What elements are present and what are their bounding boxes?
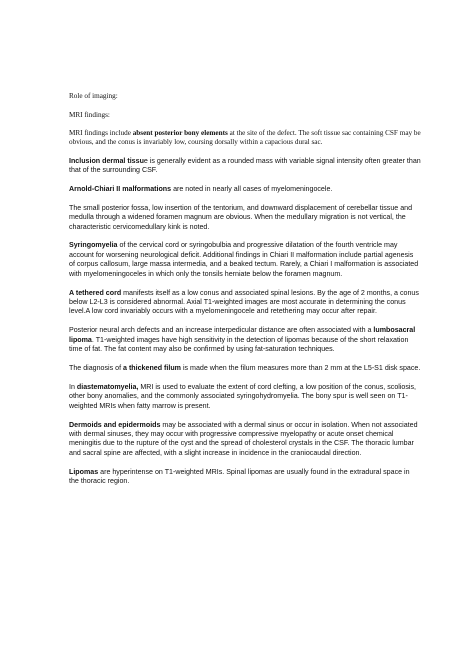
document-body <box>69 92 421 496</box>
paragraph-bold-term: diastematomyelia, <box>76 382 139 391</box>
paragraph-lead: The diagnosis of <box>69 364 124 372</box>
paragraph-text: is made when the filum measures more than 2 mm at the L5-S1 disk space. <box>180 364 421 372</box>
paragraph-text: e is generally evident as a rounded mass with variable signal intensity often greater than that of the surrounding CSF. <box>69 156 421 174</box>
paragraph-bold-term: Syringomyelia <box>69 241 118 250</box>
paragraph-tethered-cord <box>69 289 421 317</box>
paragraph-bold-term: absent posterior bony elements <box>132 129 228 137</box>
paragraph-bold-term: Dermoids and epidermoids <box>69 420 161 429</box>
paragraph-bold-term: Lipomas <box>69 467 99 476</box>
paragraph-bold-term: lumbosacral lipoma <box>69 326 416 344</box>
paragraph-mri-findings <box>69 129 421 147</box>
paragraph-text: are hyperintense on T1-weighted MRIs. Spinal lipomas are usually found in the extradural space in the thoracic region. <box>69 467 410 486</box>
paragraph-text: manifests itself as a low conus and associated spinal lesions. By the age of 2 months, a conus below L2-L3 is considered abnormal. Axial T1-weighted images are most accurate in determining the conus level.A low cord invariably occurs with a myelomeningocele and retethering may occur after repair. <box>69 288 419 316</box>
paragraph-posterior-fossa <box>69 204 421 232</box>
paragraph-thickened-filum <box>69 364 421 373</box>
paragraph-inclusion-dermal <box>69 157 421 176</box>
paragraph-bold-term: Arnold-Chiari II malformations <box>69 184 172 193</box>
paragraph-text: at the site of the defect. The soft tissue sac containing CSF may be obvious, and the conus is invariably low, coursing dorsally within a capacious dural sac. <box>69 129 421 146</box>
paragraph-text: of the cervical cord or syringobulbia and progressive dilatation of the fourth ventricle may account for worsening neurological deficit. Additional findings in Chiari II malformation include partial agenesis of corpus callosum, large massa intermedia, and a beaked tectum. Rarely, a Chiari I malformation is associated with myelomeningoceles in which only the tonsils herniate below the foramen magnum. <box>69 241 419 278</box>
paragraph-syringomyelia <box>69 241 421 279</box>
paragraph-bold-term: a thickened filum <box>123 364 181 372</box>
paragraph-bold-term: A tethered cord <box>69 288 122 297</box>
paragraph-lumbosacral-lipoma <box>69 326 421 354</box>
mri-findings-heading: MRI findings: <box>69 110 110 119</box>
paragraph-diastematomyelia <box>69 383 421 411</box>
role-of-imaging-heading: Role of imaging: <box>69 92 118 100</box>
paragraph-lead: In <box>69 382 77 391</box>
paragraph-lead: Posterior neural arch defects and an increase interpedicular distance are often associated with a <box>69 326 374 335</box>
paragraph-bold-term: Inclusion dermal tissu <box>69 156 144 165</box>
paragraph-lipomas <box>69 468 421 487</box>
paragraph-text: MRI is used to evaluate the extent of cord clefting, a low position of the conus, scoliosis, other bony anomalies, and the commonly associated syringohydromyelia. The bony spur is well seen on T1-weighted MRIs when fatty marrow is present. <box>69 382 416 410</box>
paragraph-dermoids <box>69 421 421 459</box>
paragraph-text: are noted in nearly all cases of myelomeningocele. <box>171 184 333 193</box>
paragraph-arnold-chiari <box>69 185 421 194</box>
paragraph-text: . T1-weighted images have high sensitivity in the detection of lipomas because of the short relaxation time of fat. The fat content may also be confirmed by using fat-saturation techniques. <box>69 335 409 354</box>
paragraph-lead: MRI findings include <box>69 129 133 137</box>
paragraph-text: may be associated with a dermal sinus or occur in isolation. When not associated with dermal sinuses, they may occur with progressive compressive myelopathy or acute onset chemical meningitis due to the rupture of the cyst and the spread of cholesterol crystals in the CSF. The thoracic lumbar and sacral spine are affected, with a slight increase in incidence in the craniocaudal direction. <box>69 420 418 457</box>
paragraph-text: The small posterior fossa, low insertion of the tentorium, and downward displacement of cerebellar tissue and medulla through a widened foramen magnum are obvious. When the medullary migration is not vertical, the characteristic cervicomedullary kink is noted. <box>69 203 413 231</box>
